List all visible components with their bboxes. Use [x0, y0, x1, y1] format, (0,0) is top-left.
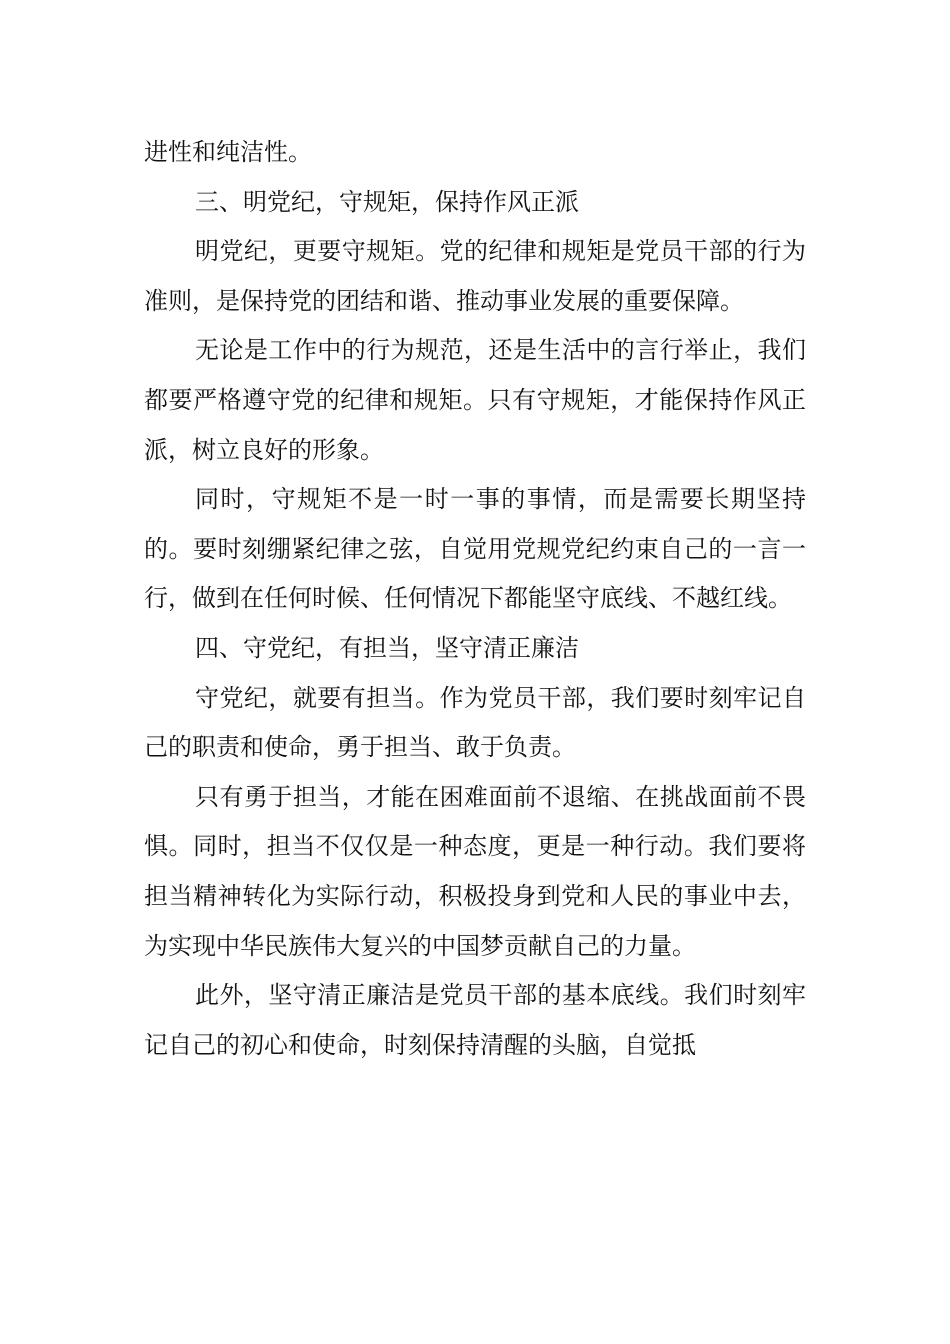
paragraph-continuation: 进性和纯洁性。	[144, 138, 312, 166]
paragraph: 无论是工作中的行为规范，还是生活中的言行举止，我们都要严格遵守党的纪律和规矩。只有守规矩，才能保持作风正派，树立良好的形象。	[144, 336, 806, 464]
paragraph: 守党纪，就要有担当。作为党员干部，我们要时刻牢记自己的职责和使命，勇于担当、敢于负责。	[144, 683, 806, 762]
document-body	[144, 128, 806, 1070]
paragraph: 同时，守规矩不是一时一事的事情，而是需要长期坚持的。要时刻绷紧纪律之弦，自觉用党规党纪约束自己的一言一行，做到在任何时候、任何情况下都能坚守底线、不越红线。	[144, 485, 806, 613]
paragraph-truncated: 此外，坚守清正廉洁是党员干部的基本底线。我们时刻牢记自己的初心和使命，时刻保持清醒的头脑，自觉抵	[144, 981, 806, 1059]
section-heading-4: 四、守党纪，有担当，坚守清正廉洁	[195, 633, 579, 662]
paragraph: 只有勇于担当，才能在困难面前不退缩、在挑战面前不畏惧。同时，担当不仅仅是一种态度，更是一种行动。我们要将担当精神转化为实际行动，积极投身到党和人民的事业中去，为实现中华民族伟大复兴的中国梦贡献自己的力量。	[144, 782, 806, 960]
section-heading-3: 三、明党纪，守规矩，保持作风正派	[195, 187, 579, 216]
paragraph: 明党纪，更要守规矩。党的纪律和规矩是党员干部的行为准则，是保持党的团结和谐、推动事业发展的重要保障。	[144, 237, 806, 315]
